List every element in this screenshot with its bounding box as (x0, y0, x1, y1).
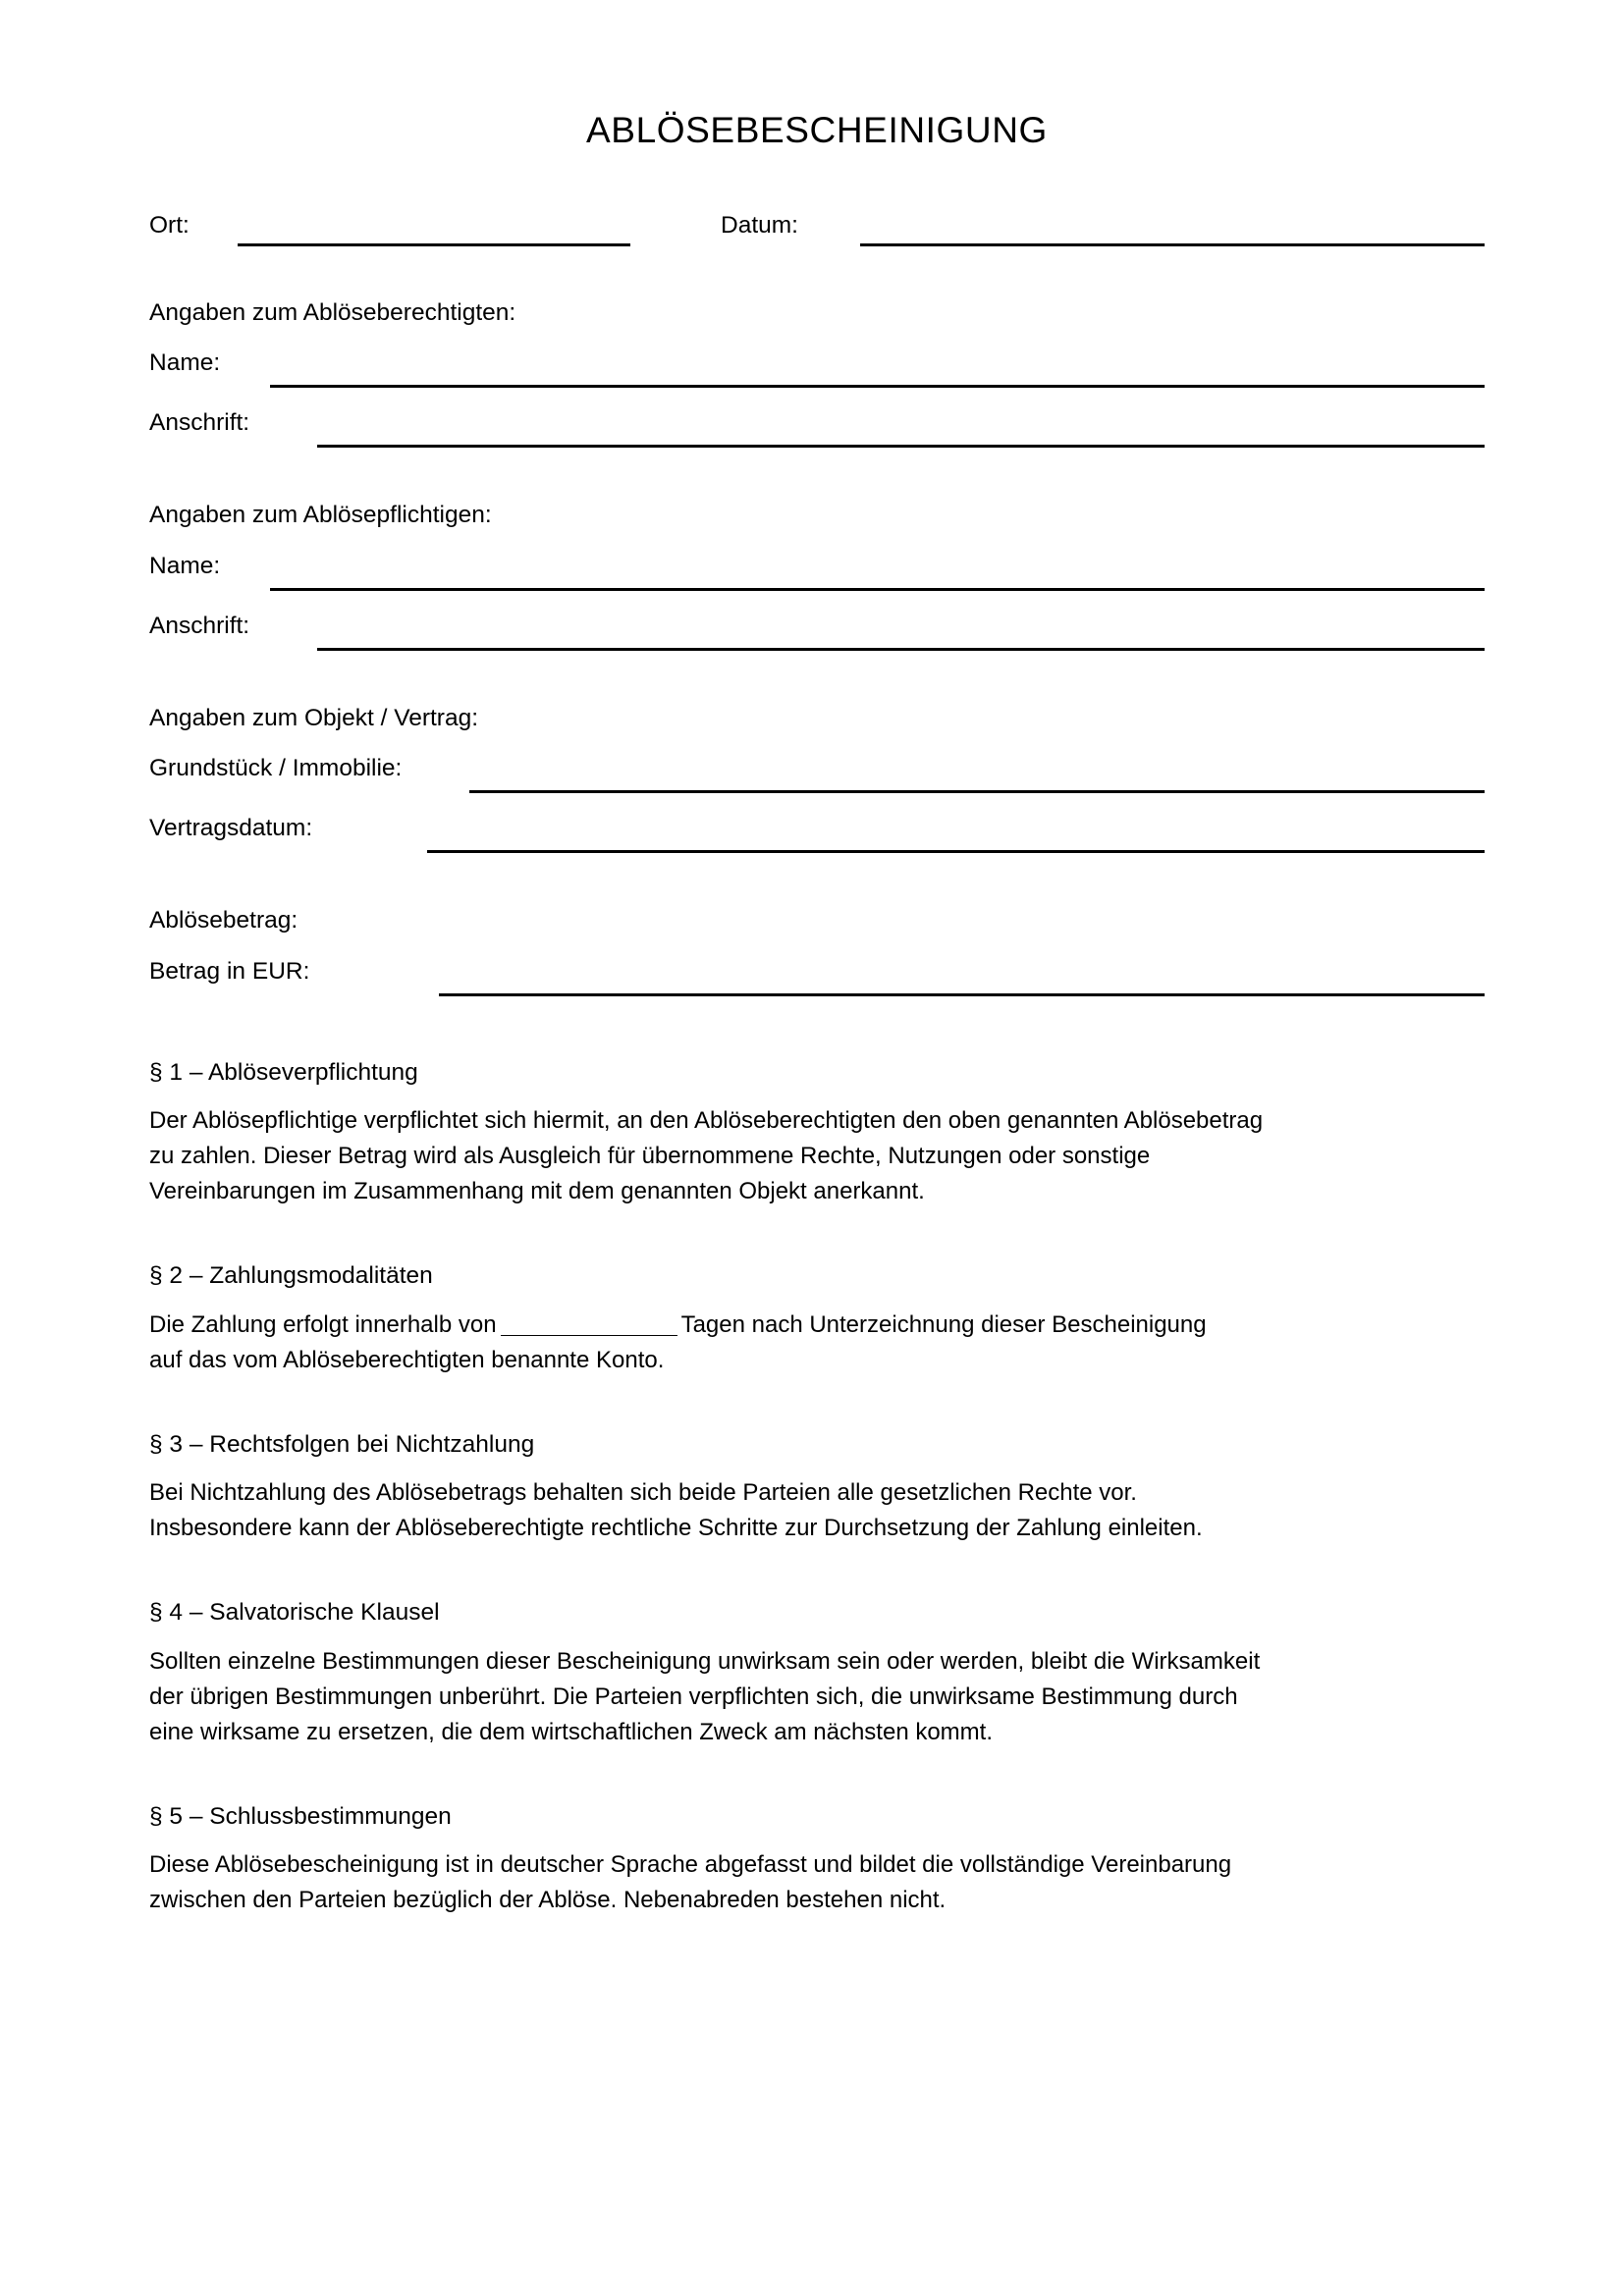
object-contract-date-row (149, 817, 1485, 863)
object-contract-date-label: Vertragsdatum: (149, 815, 313, 842)
obligor-heading: Angaben zum Ablösepflichtigen: (149, 502, 492, 529)
clause-3-heading: § 3 – Rechtsfolgen bei Nichtzahlung (149, 1430, 535, 1458)
clause-2-heading: § 2 – Zahlungsmodalitäten (149, 1262, 433, 1290)
amount-eur-row (149, 957, 1485, 1006)
datum-input-line[interactable] (860, 254, 1485, 255)
clause-5-body (149, 1847, 1470, 1918)
clause-2-line-2: auf das vom Ablöseberechtigten benannte Konto. (149, 1346, 665, 1373)
beneficiary-address-row (149, 411, 1485, 457)
clause-1-heading: § 1 – Ablöseverpflichtung (149, 1058, 418, 1086)
obligor-address-row (149, 614, 1485, 661)
clause-4-line-3: eine wirksame zu ersetzen, die dem wirtschaftlichen Zweck am nächsten kommt. (149, 1718, 993, 1745)
beneficiary-section (149, 298, 1485, 458)
beneficiary-address-label: Anschrift: (149, 409, 250, 437)
clause-1 (149, 1058, 1485, 1210)
obligor-section (149, 504, 1485, 661)
beneficiary-name-row (149, 351, 1485, 398)
object-contract-date-input-line[interactable] (427, 862, 1485, 863)
amount-heading: Ablösebetrag: (149, 907, 298, 934)
clause-4-heading: § 4 – Salvatorische Klausel (149, 1599, 440, 1627)
amount-section (149, 909, 1485, 1006)
object-property-label: Grundstück / Immobilie: (149, 755, 403, 782)
obligor-name-row (149, 552, 1485, 601)
clause-5 (149, 1802, 1485, 1919)
amount-eur-label: Betrag in EUR: (149, 957, 310, 985)
ort-input-line[interactable] (238, 254, 630, 255)
clause-4-line-2: der übrigen Bestimmungen unberührt. Die Parteien verpflichten sich, die unwirksame Bestimmung durch (149, 1682, 1238, 1710)
beneficiary-address-input-line[interactable] (317, 456, 1485, 457)
ort-label: Ort: (149, 211, 189, 239)
clause-3 (149, 1430, 1485, 1547)
datum-label: Datum: (721, 211, 798, 239)
object-section (149, 704, 1485, 864)
amount-eur-input-line[interactable] (439, 1005, 1485, 1006)
clause-1-body (149, 1103, 1470, 1209)
obligor-name-label: Name: (149, 552, 221, 579)
clause-3-line-1: Bei Nichtzahlung des Ablösebetrags behalten sich beide Parteien alle gesetzlichen Rechte vor. (149, 1479, 1137, 1507)
clause-2-text-before-blank: Die Zahlung erfolgt innerhalb von (149, 1310, 497, 1338)
clause-4-line-1: Sollten einzelne Bestimmungen dieser Bescheinigung unwirksam sein oder werden, bleibt die Wirksamkeit (149, 1647, 1261, 1675)
clause-5-line-1: Diese Ablösebescheinigung ist in deutscher Sprache abgefasst und bildet die vollständige Vereinbarung (149, 1851, 1232, 1879)
beneficiary-name-input-line[interactable] (270, 397, 1485, 398)
clause-5-heading: § 5 – Schlussbestimmungen (149, 1802, 452, 1830)
clause-3-body (149, 1475, 1470, 1546)
object-heading: Angaben zum Objekt / Vertrag: (149, 704, 479, 731)
beneficiary-name-label: Name: (149, 349, 221, 377)
document-content (149, 0, 1485, 1918)
clause-2-body (149, 1308, 1470, 1378)
object-property-row (149, 757, 1485, 803)
clause-1-line-2: zu zahlen. Dieser Betrag wird als Ausgleich für übernommene Rechte, Nutzungen oder sonstige (149, 1143, 1151, 1170)
obligor-address-input-line[interactable] (317, 660, 1485, 661)
object-property-input-line[interactable] (469, 802, 1485, 803)
page-title: ABLÖSEBESCHEINIGUNG (586, 110, 1048, 150)
clause-4 (149, 1601, 1485, 1750)
clause-5-line-2: zwischen den Parteien bezüglich der Ablöse. Nebenabreden bestehen nicht. (149, 1887, 947, 1914)
clause-1-line-3: Vereinbarungen im Zusammenhang mit dem genannten Objekt anerkannt. (149, 1178, 925, 1205)
clause-2-text-after-blank: Tagen nach Unterzeichnung dieser Bescheinigung (680, 1310, 1207, 1338)
obligor-name-input-line[interactable] (270, 600, 1485, 601)
clause-4-body (149, 1644, 1470, 1750)
clause-1-line-1: Der Ablösepflichtige verpflichtet sich hiermit, an den Ablöseberechtigten den oben genannten Ablösebetrag (149, 1107, 1264, 1135)
payment-days-input-line[interactable] (501, 1335, 677, 1336)
clause-3-line-2: Insbesondere kann der Ablöseberechtigte rechtliche Schritte zur Durchsetzung der Zahlung einleiten. (149, 1515, 1203, 1542)
clause-2-line-1 (149, 1308, 1470, 1343)
obligor-address-label: Anschrift: (149, 612, 250, 639)
place-date-row (149, 212, 1485, 255)
clause-2 (149, 1264, 1485, 1378)
beneficiary-heading: Angaben zum Ablöseberechtigten: (149, 298, 516, 326)
